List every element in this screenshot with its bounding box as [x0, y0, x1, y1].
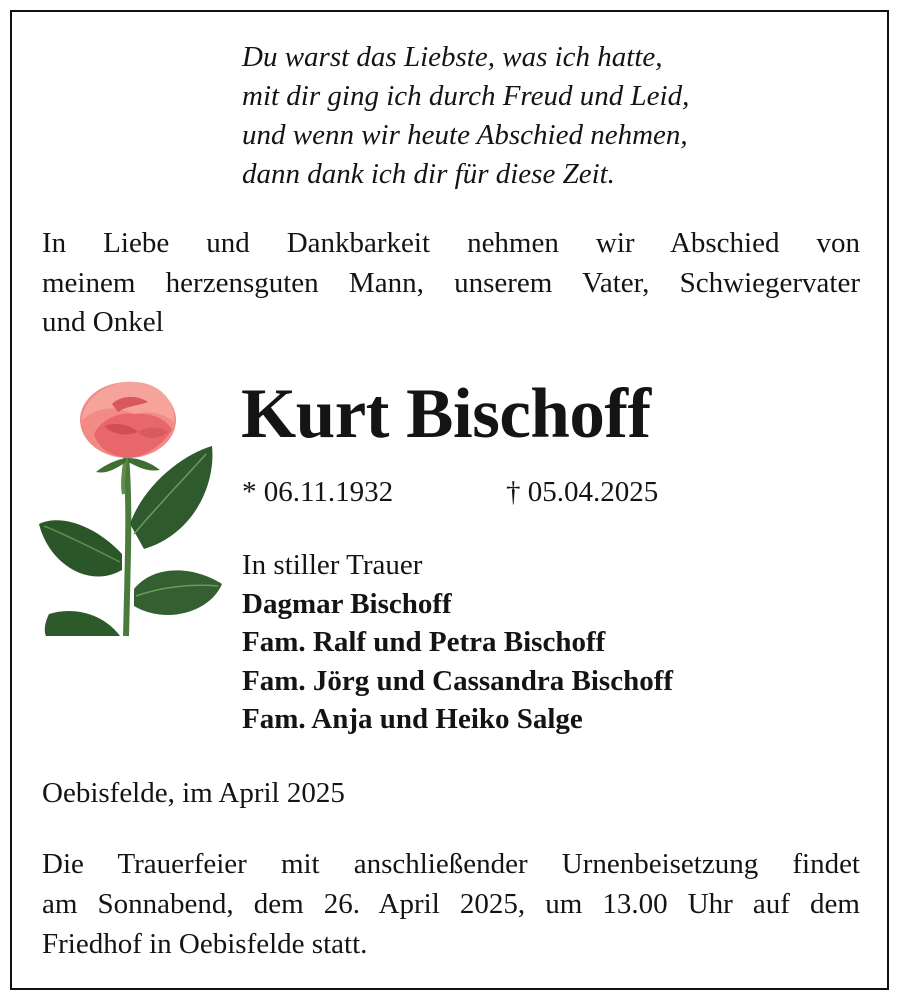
birth-date: * 06.11.1932: [242, 476, 394, 508]
intro-text: [42, 224, 860, 343]
mourners-intro: In stiller Trauer: [242, 549, 423, 581]
obituary-notice: [10, 10, 889, 990]
death-date: † 05.04.2025: [506, 476, 659, 508]
service-line: Friedhof in Oebisfelde statt.: [42, 928, 368, 960]
poem-line: mit dir ging ich durch Freud und Leid,: [242, 80, 690, 112]
mourners-list: [242, 546, 673, 739]
place-date: Oebisfelde, im April 2025: [42, 777, 345, 809]
poem-line: Du warst das Liebste, was ich hatte,: [242, 41, 663, 73]
intro-line: In Liebe und Dankbarkeit nehmen wir Abschied von: [42, 227, 860, 259]
mourner-name: Fam. Jörg und Cassandra Bischoff: [242, 664, 674, 697]
service-line: Die Trauerfeier mit anschließender Urnenbeisetzung findet: [42, 848, 860, 880]
mourner-name: Fam. Ralf und Petra Bischoff: [242, 626, 606, 658]
intro-line: meinem herzensguten Mann, unserem Vater, Schwiegervater: [42, 266, 860, 299]
poem: [242, 38, 802, 194]
service-info: [42, 844, 860, 964]
poem-line: dann dank ich dir für diese Zeit.: [242, 158, 615, 190]
intro-line: und Onkel: [42, 306, 164, 338]
poem-line: und wenn wir heute Abschied nehmen,: [242, 119, 688, 151]
mourner-name: Dagmar Bischoff: [242, 587, 452, 620]
mourner-name: Fam. Anja und Heiko Salge: [242, 703, 583, 735]
service-line: am Sonnabend, dem 26. April 2025, um 13.00 Uhr auf dem: [42, 888, 860, 920]
rose-image: [34, 374, 224, 636]
deceased-name: Kurt Bischoff: [241, 375, 651, 453]
